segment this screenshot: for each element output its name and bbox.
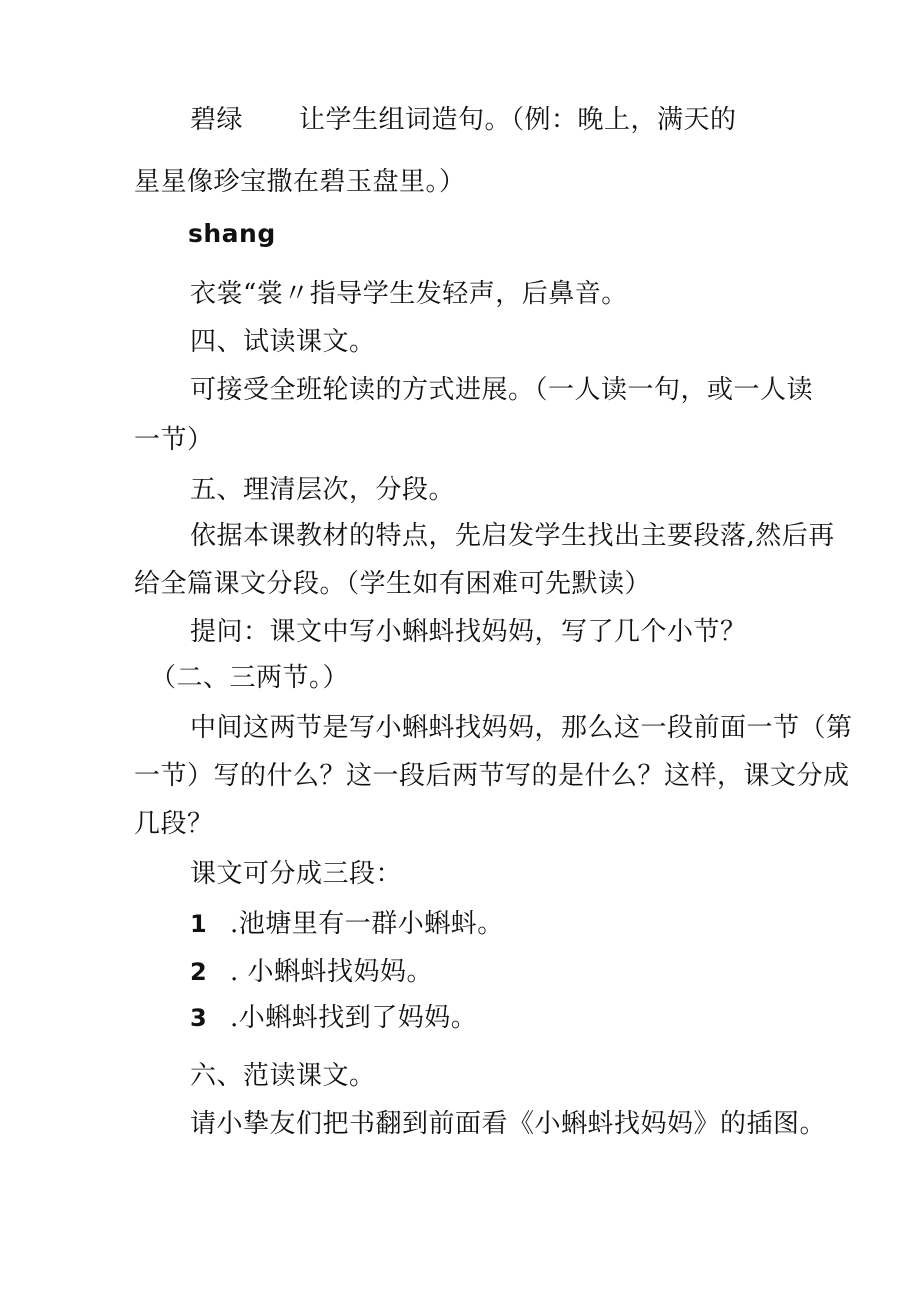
list-text: .小蝌蚪找到了妈妈。	[230, 1003, 478, 1033]
paragraph-line: 依据本课教材的特点，先启发学生找出主要段落,然后再	[190, 521, 835, 551]
section-heading: 四、试读课文。	[190, 327, 376, 357]
paragraph-line: 中间这两节是写小蝌蚪找妈妈，那么这一段前面一节（第	[190, 713, 853, 743]
list-text: . 小蝌蚪找妈妈。	[230, 957, 434, 987]
paragraph-line	[190, 104, 737, 136]
paragraph-line: 课文可分成三段：	[190, 859, 403, 889]
list-item	[190, 1002, 477, 1034]
list-item	[190, 908, 504, 940]
paragraph-line: 衣裳“裳〃指导学生发轻声，后鼻音。	[190, 279, 628, 309]
pinyin-label: shang	[188, 219, 276, 248]
instruction-text: 让学生组词造句。（例：晚上，满天的	[299, 105, 737, 135]
paragraph-line: 一节）写的什么？这一段后两节写的是什么？这样，课文分成	[134, 761, 850, 791]
section-heading: 五、理清层次，分段。	[190, 475, 456, 505]
paragraph-line: 请小挚友们把书翻到前面看《小蝌蚪找妈妈》的插图。	[190, 1109, 827, 1139]
vocab-word: 碧绿	[190, 105, 244, 135]
list-number: 2	[190, 958, 208, 986]
list-number: 3	[190, 1004, 208, 1032]
paragraph-line: 星星像珍宝撒在碧玉盘里。）	[134, 167, 466, 197]
paragraph-line: （二、三两节。）	[150, 663, 350, 693]
list-text: .池塘里有一群小蝌蚪。	[230, 909, 504, 939]
list-number: 1	[190, 910, 208, 938]
paragraph-line: 几段？	[134, 809, 214, 839]
paragraph-line: 可接受全班轮读的方式进展。（一人读一句，或一人读	[190, 375, 814, 405]
paragraph-line: 给全篇课文分段。（学生如有困难可先默读）	[134, 569, 652, 599]
list-item	[190, 956, 433, 988]
section-heading: 六、范读课文。	[190, 1061, 376, 1091]
paragraph-line: 一节）	[134, 425, 214, 455]
paragraph-line: 提问：课文中写小蝌蚪找妈妈，写了几个小节？	[190, 617, 747, 647]
